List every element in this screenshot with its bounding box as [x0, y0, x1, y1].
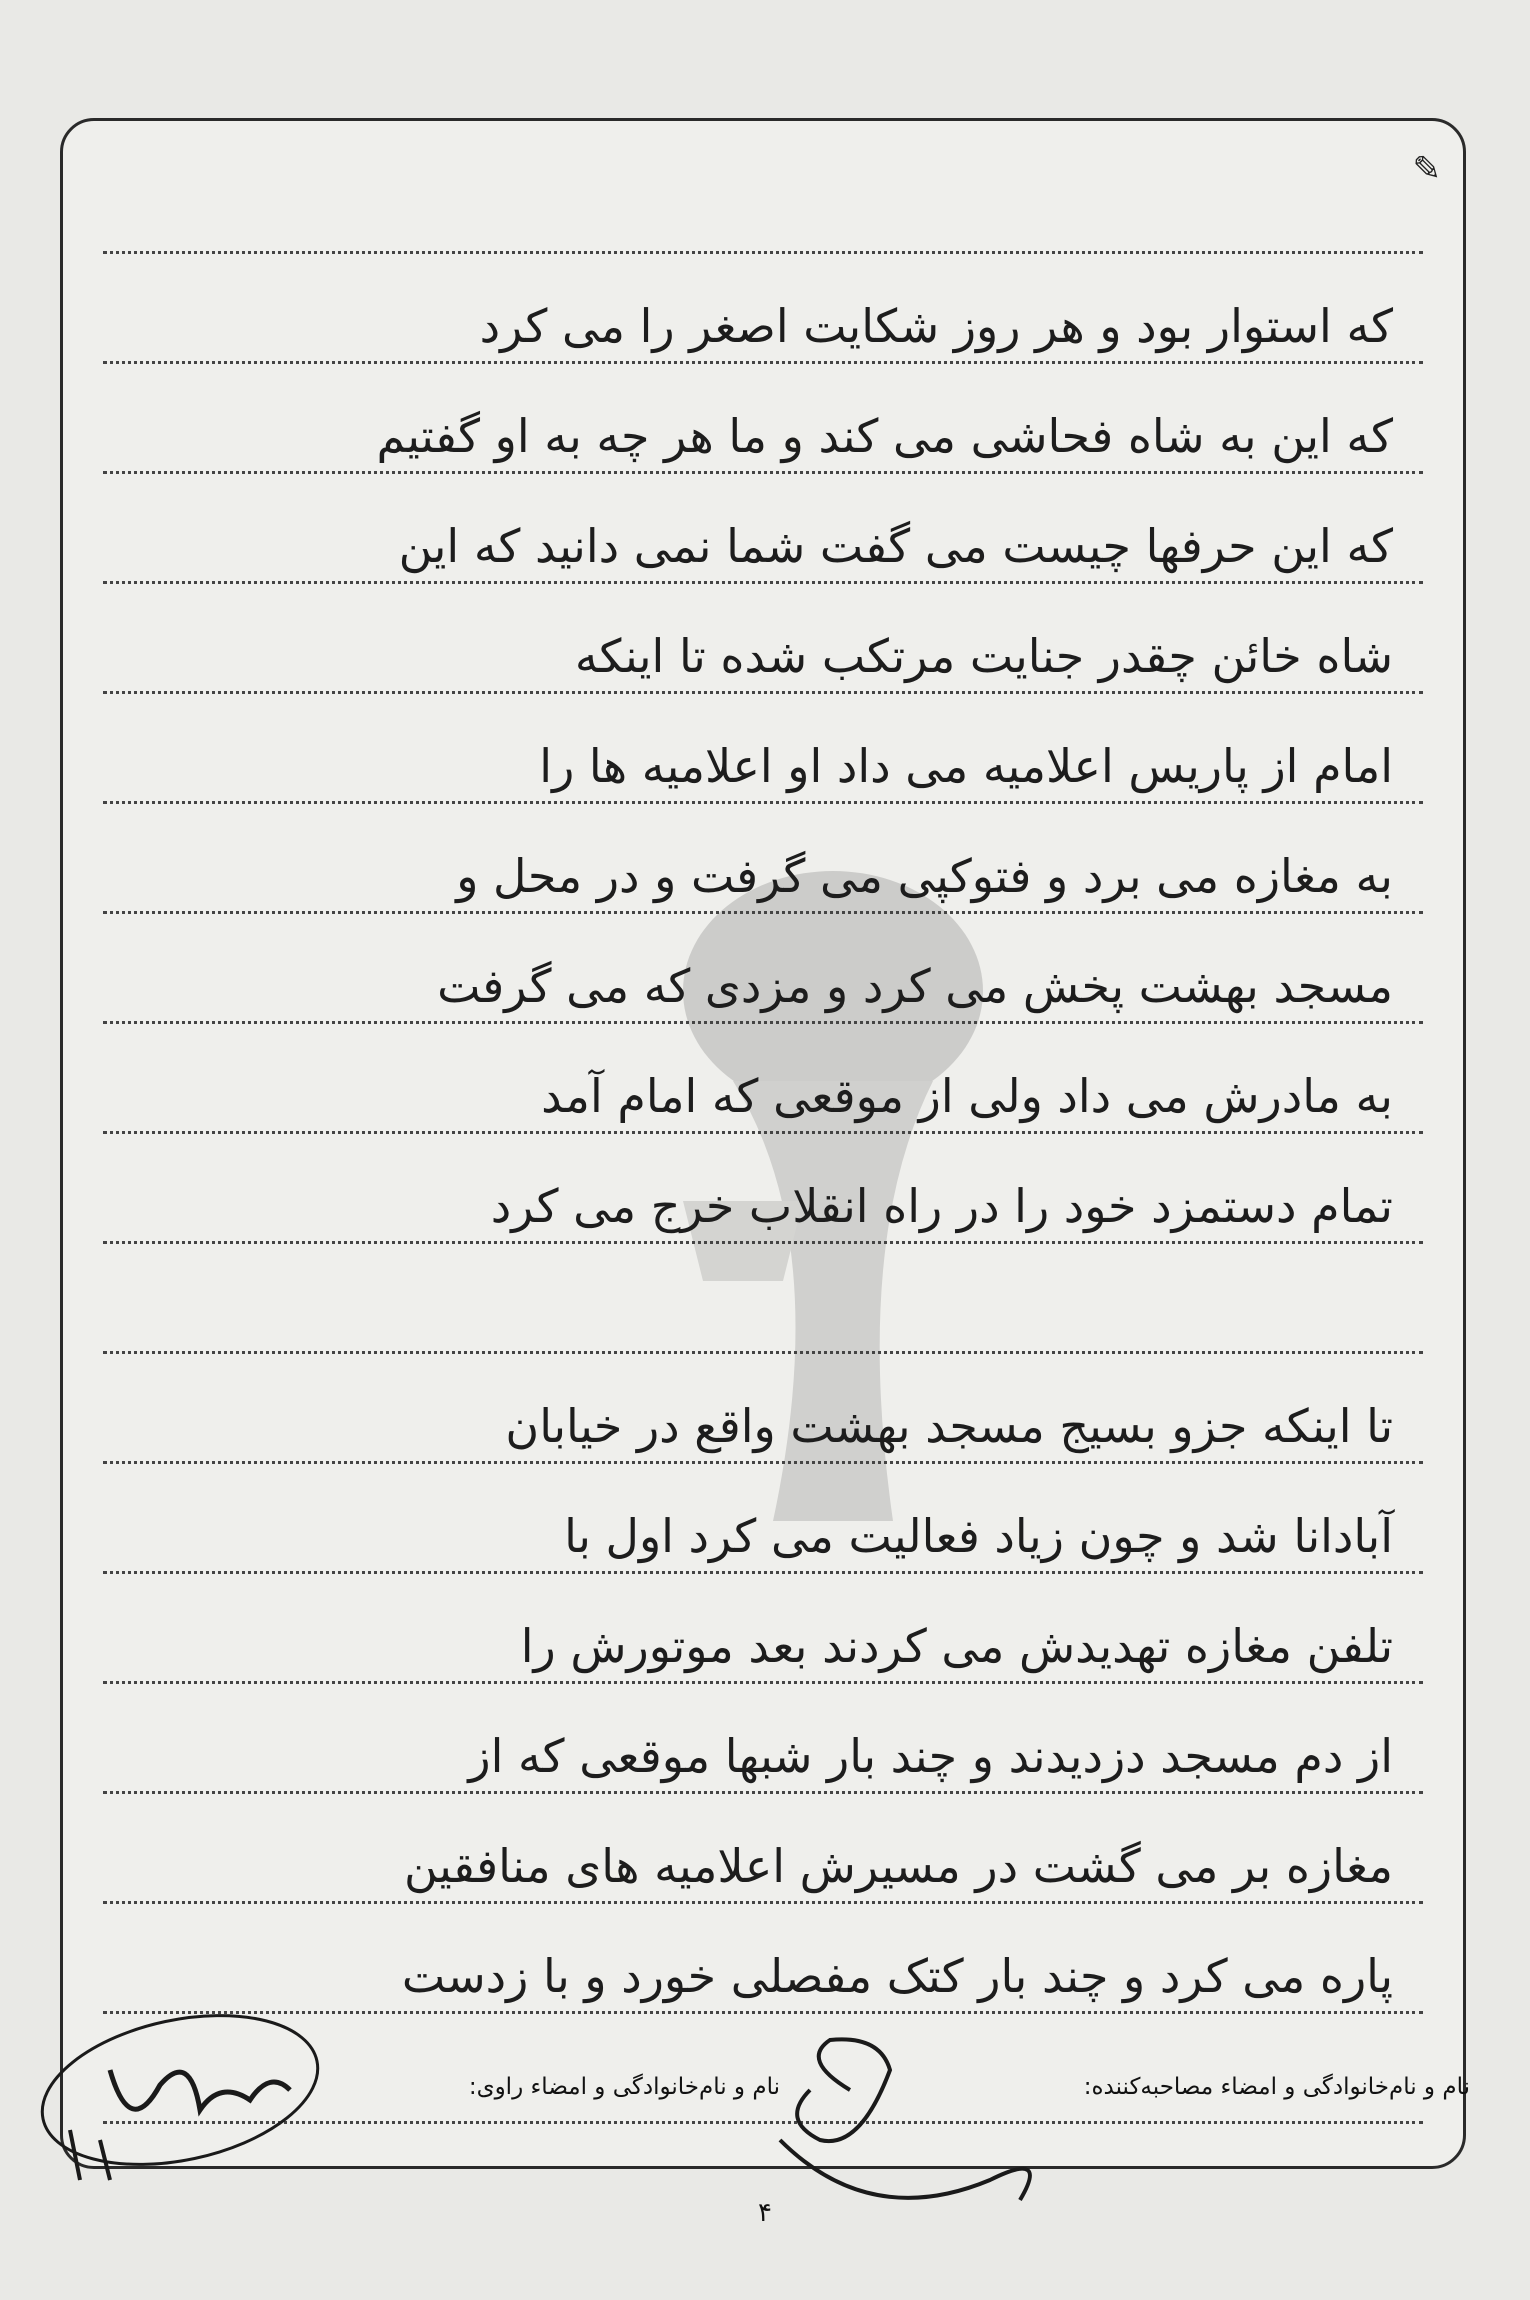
text-line: [103, 471, 1423, 584]
text-line: [103, 1681, 1423, 1794]
line-text: از دم مسجد دزدیدند و چند بار شبها موقعی که از: [468, 1729, 1393, 1783]
page-number: ۴: [758, 2198, 772, 2228]
line-text: آبادانا شد و چون زیاد فعالیت می کرد اول با: [564, 1509, 1393, 1563]
text-line: [103, 1351, 1423, 1464]
line-text: به مادرش می داد ولی از موقعی که امام آمد: [541, 1069, 1393, 1123]
text-line: [103, 911, 1423, 1024]
signature-footer: [60, 2060, 1470, 2120]
text-line: [103, 1021, 1423, 1134]
line-text: امام از پاریس اعلامیه می داد او اعلامیه ها را: [539, 739, 1393, 793]
line-text: مغازه بر می گشت در مسیرش اعلامیه های منافقین: [403, 1839, 1393, 1893]
text-line: [103, 1571, 1423, 1684]
pen-icon: ✎: [1412, 149, 1441, 189]
text-line: [103, 361, 1423, 474]
line-text: مسجد بهشت پخش می کرد و مزدی که می گرفت: [437, 959, 1393, 1013]
document-frame: [60, 118, 1466, 2169]
line-text: که این حرفها چیست می گفت شما نمی دانید که این: [398, 519, 1393, 573]
line-text: شاه خائن چقدر جنایت مرتکب شده تا اینکه: [574, 629, 1393, 683]
interviewer-signature: [740, 2030, 1100, 2220]
line-text: تا اینکه جزو بسیج مسجد بهشت واقع در خیابان: [505, 1399, 1393, 1453]
line-text: که استوار بود و هر روز شکایت اصغر را می کرد: [479, 299, 1393, 353]
line-text: تلفن مغازه تهدیدش می کردند بعد موتورش را: [520, 1619, 1393, 1673]
text-line: [103, 1461, 1423, 1574]
text-line: [103, 1241, 1423, 1354]
text-line: [103, 581, 1423, 694]
interviewer-label: نام و نام‌خانوادگی و امضاء مصاحبه‌کننده:: [1083, 2074, 1470, 2100]
narrator-label: نام و نام‌خانوادگی و امضاء راوی:: [468, 2074, 780, 2100]
text-line: [103, 251, 1423, 364]
text-line: [103, 141, 1423, 254]
text-line: [103, 1131, 1423, 1244]
line-text: به مغازه می برد و فتوکپی می گرفت و در محل و: [456, 849, 1393, 903]
text-line: [103, 1791, 1423, 1904]
line-text: تمام دستمزد خود را در راه انقلاب خرج می کرد: [490, 1179, 1393, 1233]
line-text: پاره می کرد و چند بار کتک مفصلی خورد و با زدست: [401, 1949, 1393, 2003]
text-line: [103, 801, 1423, 914]
line-text: که این به شاه فحاشی می کند و ما هر چه به او گفتیم: [376, 409, 1393, 463]
text-line: [103, 691, 1423, 804]
